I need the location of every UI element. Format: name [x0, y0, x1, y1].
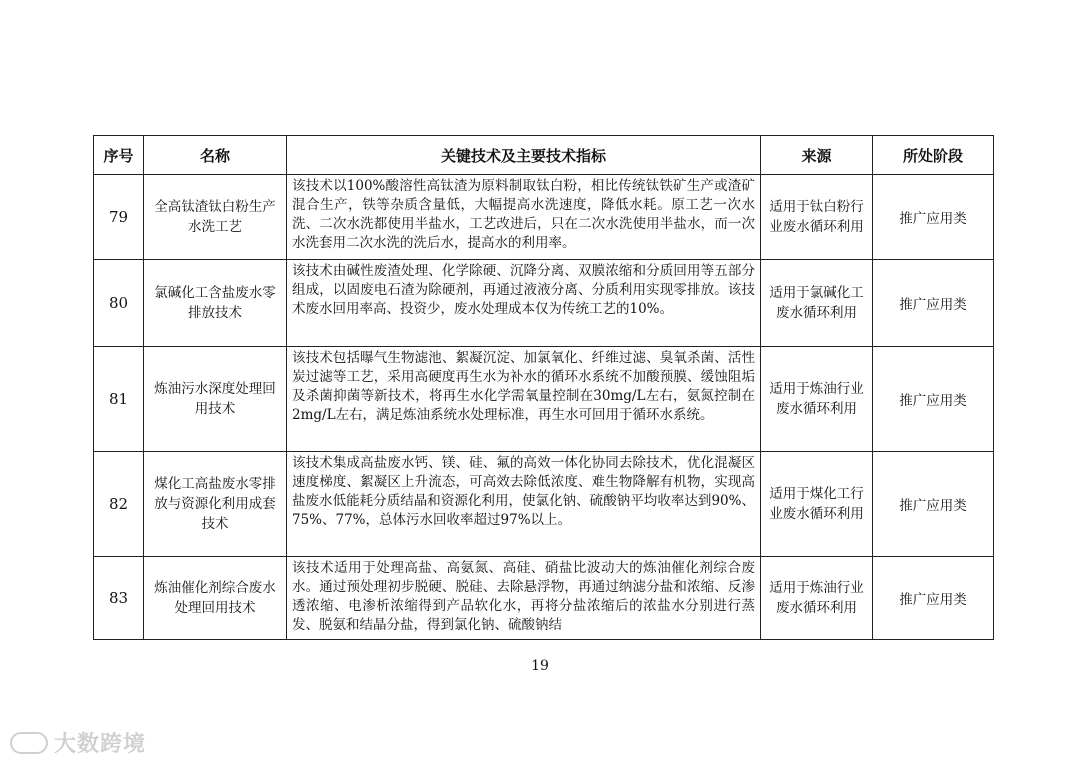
table-row	[94, 452, 994, 557]
table-row	[94, 347, 994, 452]
tech-description: 该技术适用于处理高盐、高氨氮、高硅、硝盐比波动大的炼油催化剂综合废水。通过预处理初步脱硬、脱硅、去除悬浮物，再通过纳滤分盐和浓缩、反渗透浓缩、电渗析浓缩得到产品软化水，再将分盐浓缩后的浓盐水分别进行蒸发、脱氨和结晶分盐，得到氯化钠、硫酸钠结	[292, 560, 755, 633]
tech-source: 适用于炼油行业废水循环利用	[761, 557, 873, 640]
tech-source: 适用于氯碱化工废水循环利用	[761, 260, 873, 347]
table-header-row	[94, 136, 994, 175]
watermark-text: 大数跨境	[54, 732, 147, 757]
table-row	[94, 557, 994, 640]
header-num: 序号	[94, 136, 144, 175]
tech-description: 该技术由碱性废渣处理、化学除硬、沉降分离、双膜浓缩和分质回用等五部分组成，以固废电石渣为除硬剂，再通过液液分离、分质利用实现零排放。该技术废水回用率高、投资少，废水处理成本仅为传统工艺的10%。	[287, 260, 761, 347]
tech-stage: 推广应用类	[873, 260, 994, 347]
tech-name: 炼油催化剂综合废水处理回用技术	[144, 557, 287, 640]
tech-description: 该技术集成高盐废水钙、镁、硅、氟的高效一体化协同去除技术，优化混凝区速度梯度、絮凝区上升流态，可高效去除低浓度、难生物降解有机物，实现高盐废水低能耗分质结晶和资源化利用，使氯化钠、硫酸钠平均收率达到90%、75%、77%，总体污水回收率超过97%以上。	[287, 452, 761, 557]
table-row	[94, 260, 994, 347]
tech-description: 该技术包括曝气生物滤池、絮凝沉淀、加氯氧化、纤维过滤、臭氧杀菌、活性炭过滤等工艺，采用高硬度再生水为补水的循环水系统不加酸预膜、缓蚀阻垢及杀菌抑菌等新技术，将再生水化学需氧量控制在30mg/L左右，氨氮控制在2mg/L左右，满足炼油系统水处理标准，再生水可回用于循环水系统。	[287, 347, 761, 452]
table-row	[94, 175, 994, 260]
tech-stage: 推广应用类	[873, 452, 994, 557]
header-tech: 关键技术及主要技术指标	[287, 136, 761, 175]
tech-description: 该技术以100%酸溶性高钛渣为原料制取钛白粉，相比传统钛铁矿生产或渣矿混合生产，铁等杂质含量低，大幅提高水洗速度，降低水耗。原工艺一次水洗、二次水洗都使用半盐水，工艺改进后，只在二次水洗使用半盐水，而一次水洗套用二次水洗的洗后水，提高水的利用率。	[287, 175, 761, 260]
header-name: 名称	[144, 136, 287, 175]
tech-stage: 推广应用类	[873, 557, 994, 640]
header-source: 来源	[761, 136, 873, 175]
tech-name: 炼油污水深度处理回用技术	[144, 347, 287, 452]
row-number: 83	[94, 557, 144, 640]
tech-description-cell	[287, 557, 761, 640]
tech-source: 适用于煤化工行业废水循环利用	[761, 452, 873, 557]
row-number: 81	[94, 347, 144, 452]
row-number: 79	[94, 175, 144, 260]
row-number: 80	[94, 260, 144, 347]
tech-stage: 推广应用类	[873, 175, 994, 260]
tech-stage: 推广应用类	[873, 347, 994, 452]
page-number: 19	[531, 658, 549, 674]
tech-name: 氯碱化工含盐废水零排放技术	[144, 260, 287, 347]
tech-source: 适用于炼油行业废水循环利用	[761, 347, 873, 452]
tech-source: 适用于钛白粉行业废水循环利用	[761, 175, 873, 260]
watermark	[10, 727, 146, 758]
watermark-logo-icon	[10, 732, 48, 754]
tech-name: 煤化工高盐废水零排放与资源化利用成套技术	[144, 452, 287, 557]
technology-table	[93, 135, 994, 640]
tech-name: 全高钛渣钛白粉生产水洗工艺	[144, 175, 287, 260]
row-number: 82	[94, 452, 144, 557]
header-stage: 所处阶段	[873, 136, 994, 175]
